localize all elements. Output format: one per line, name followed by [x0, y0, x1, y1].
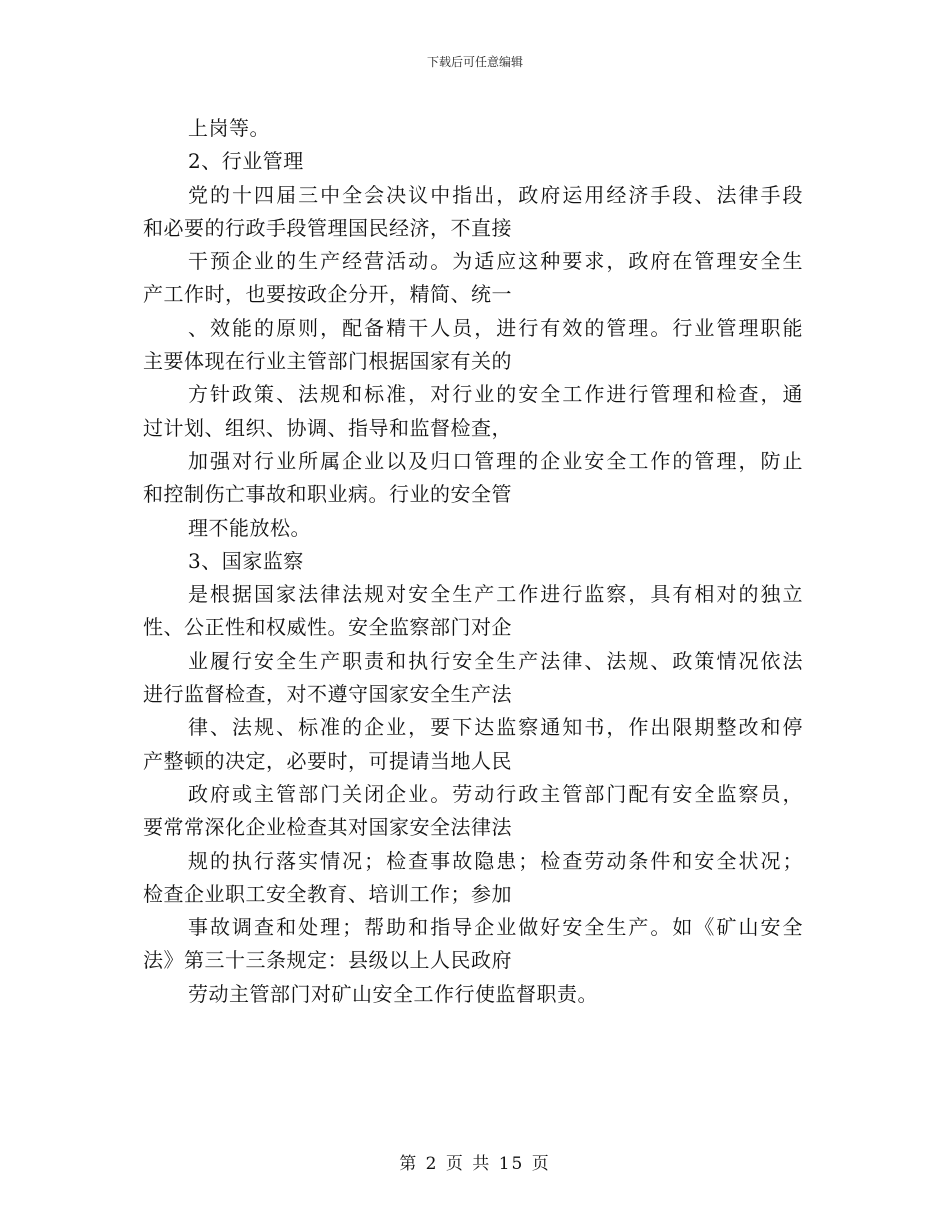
body-text-line: 3、国家监察	[188, 548, 304, 573]
page-number-footer: 第 2 页 共 15 页	[399, 1154, 551, 1174]
body-text-line: 业履行安全生产职责和执行安全生产法律、法规、政策情况依法	[188, 648, 803, 673]
body-text-line: 规的执行落实情况；检查事故隐患；检查劳动条件和安全状况；	[188, 848, 803, 873]
body-text-line: 、效能的原则，配备精干人员，进行有效的管理。行业管理职能	[188, 315, 803, 340]
body-text-line: 性、公正性和权威性。安全监察部门对企	[143, 615, 512, 640]
body-text-line: 上岗等。	[188, 116, 270, 140]
body-text-line: 律、法规、标准的企业，要下达监察通知书，作出限期整改和停	[188, 715, 803, 740]
body-text-line: 事故调查和处理；帮助和指导企业做好安全生产。如《矿山安全	[188, 915, 803, 940]
document-body	[143, 112, 803, 1011]
body-text-line: 党的十四届三中全会决议中指出，政府运用经济手段、法律手段	[188, 182, 803, 207]
body-text-line: 加强对行业所属企业以及归口管理的企业安全工作的管理，防止	[188, 448, 803, 473]
body-text-line: 产工作时，也要按政企分开，精简、统一	[143, 282, 512, 307]
body-text-line: 检查企业职工安全教育、培训工作；参加	[143, 881, 512, 906]
body-text-line: 是根据国家法律法规对安全生产工作进行监察，具有相对的独立	[188, 582, 803, 607]
body-text-line: 过计划、组织、协调、指导和监督检查，	[143, 415, 512, 440]
body-text-line: 要常常深化企业检查其对国家安全法律法	[143, 815, 512, 840]
body-text-line: 产整顿的决定，必要时，可提请当地人民	[143, 748, 512, 773]
body-text-line: 和必要的行政手段管理国民经济，不直接	[143, 215, 512, 240]
body-text-line: 主要体现在行业主管部门根据国家有关的	[143, 349, 512, 374]
body-text-line: 干预企业的生产经营活动。为适应这种要求，政府在管理安全生	[188, 249, 803, 274]
body-text-line: 政府或主管部门关闭企业。劳动行政主管部门配有安全监察员，	[188, 781, 803, 806]
body-text-line: 和控制伤亡事故和职业病。行业的安全管	[143, 482, 512, 507]
body-text-line: 进行监督检查，对不遵守国家安全生产法	[143, 682, 512, 707]
body-text-line: 劳动主管部门对矿山安全工作行使监督职责。	[188, 981, 598, 1006]
body-text-line: 法》第三十三条规定：县级以上人民政府	[143, 948, 512, 973]
page-header: 下载后可任意编辑	[426, 55, 523, 69]
body-text-line: 方针政策、法规和标准，对行业的安全工作进行管理和检查，通	[188, 382, 803, 407]
body-text-line: 理不能放松。	[188, 515, 311, 540]
body-text-line: 2、行业管理	[188, 149, 304, 174]
